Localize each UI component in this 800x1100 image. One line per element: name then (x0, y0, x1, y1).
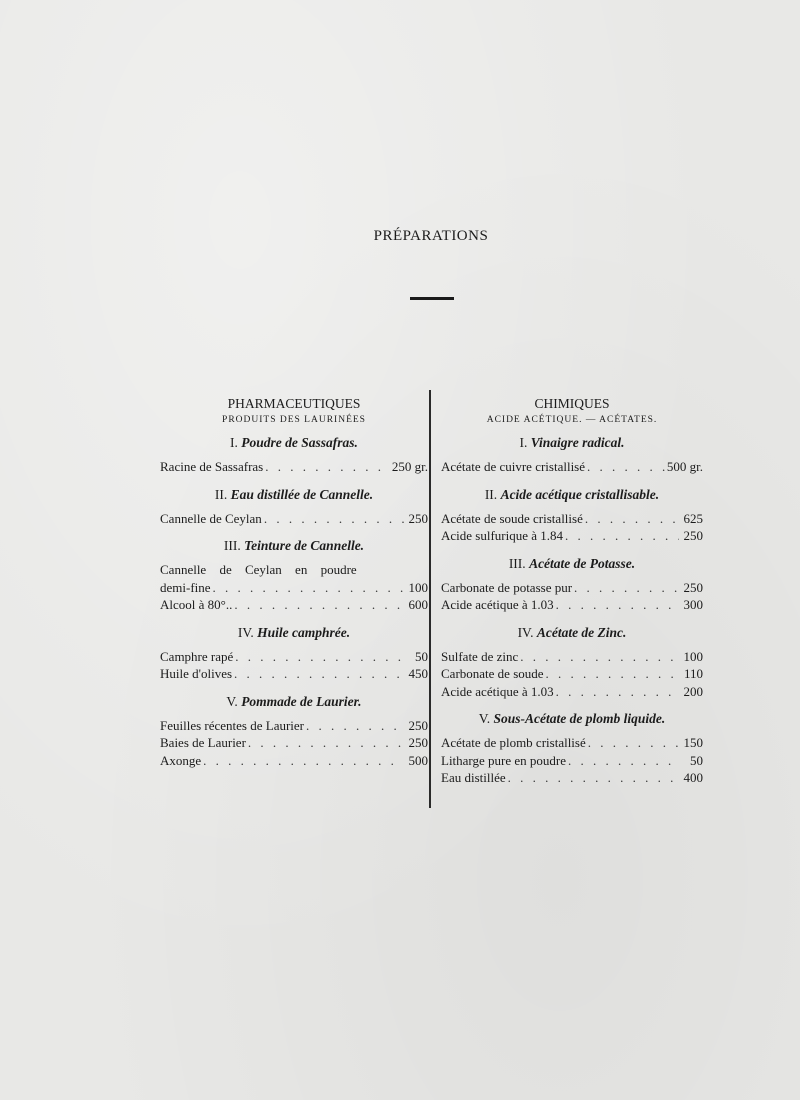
ingredient-quantity: 625 (683, 510, 703, 526)
dot-leader (568, 752, 679, 770)
recipe-list (160, 561, 428, 614)
column-pharmaceutiques (160, 396, 428, 780)
section-number: III. (223, 538, 241, 553)
section-number: IV. (237, 624, 254, 640)
ingredient-quantity: 450 (408, 666, 428, 681)
section-heading (160, 435, 428, 451)
section-number: III. (508, 555, 526, 571)
recipe-row (160, 665, 428, 683)
dot-leader (264, 510, 404, 528)
ingredient-label: Acide acétique à 1.03 (441, 683, 554, 699)
column-heading: PHARMACEUTIQUES (227, 396, 361, 411)
ingredient-quantity: 250 (683, 579, 703, 595)
dot-leader (556, 683, 679, 701)
ingredient-quantity: 400 (683, 770, 703, 785)
recipe-row (441, 752, 703, 770)
dot-leader (213, 579, 404, 597)
recipe-row (441, 648, 703, 666)
section-name: Huile camphrée. (257, 624, 351, 640)
ingredient-quantity: 600 (408, 597, 428, 612)
dot-leader (508, 769, 679, 787)
ingredient-quantity: 50 (690, 752, 703, 768)
title-rule (410, 297, 454, 300)
dot-leader (556, 596, 679, 614)
ingredient-quantity: 100 (683, 648, 703, 664)
recipe-row (160, 596, 428, 614)
ingredient-label: Cannelle de Ceylan (160, 510, 262, 526)
dot-leader (574, 579, 679, 597)
dot-leader (588, 734, 679, 752)
section-heading (441, 711, 703, 727)
section-name: Teinture de Cannelle. (244, 538, 365, 553)
recipe-row (441, 665, 703, 683)
ingredient-quantity: 200 (683, 683, 703, 699)
ingredient-label: Huile d'olives (160, 666, 233, 681)
section-name: Pommade de Laurier. (241, 693, 362, 709)
column-chimiques (441, 396, 703, 798)
dot-leader (587, 458, 665, 476)
section-heading (160, 487, 428, 503)
recipe-row (441, 579, 703, 597)
section-name: Vinaigre radical. (530, 435, 625, 450)
ingredient-label: Litharge pure en poudre (441, 752, 567, 768)
ingredient-quantity: 500 gr. (666, 459, 703, 474)
ingredient-quantity: 50 (415, 648, 428, 664)
recipe-row (160, 717, 428, 735)
ingredient-quantity: 250 (683, 528, 703, 543)
dot-leader (565, 527, 679, 545)
recipe-list (160, 648, 428, 683)
ingredient-label: Acétate de soude cristallisé (441, 510, 583, 526)
section-number: V. (226, 693, 238, 709)
section-number: V. (478, 711, 491, 726)
recipe-row (441, 527, 703, 545)
dot-leader (234, 596, 404, 614)
ingredient-quantity: 300 (683, 597, 703, 612)
section-name: Acétate de Zinc. (536, 624, 627, 640)
ingredient-quantity: 150 (683, 735, 703, 750)
section-number: II. (484, 486, 498, 502)
recipe-row (160, 458, 428, 476)
section-name: Eau distillée de Cannelle. (230, 486, 374, 502)
ingredient-label: Baies de Laurier (160, 735, 246, 750)
ingredient-label: Axonge (160, 752, 202, 768)
recipe-list (160, 458, 428, 476)
ingredient-label: Acide acétique à 1.03 (441, 597, 554, 612)
section-heading (441, 435, 703, 451)
recipe-row (441, 734, 703, 752)
dot-leader (265, 458, 390, 476)
recipe-list (441, 648, 703, 701)
recipe-row (160, 752, 428, 770)
recipe-row (441, 769, 703, 787)
column-heading: CHIMIQUES (534, 396, 610, 411)
section-heading (441, 556, 703, 572)
section-name: Acétate de Potasse. (529, 555, 636, 571)
section-heading (441, 487, 703, 503)
column-subheading: ACIDE ACÉTIQUE. — ACÉTATES. (486, 415, 658, 425)
dot-leader (234, 665, 404, 683)
section-number: IV. (517, 624, 534, 640)
ingredient-label: Sulfate de zinc (441, 648, 519, 664)
section-number: I. (519, 435, 528, 450)
recipe-list (441, 579, 703, 614)
ingredient-label: Eau distillée (441, 770, 506, 785)
section-heading (441, 625, 703, 641)
ingredient-label: Carbonate de soude (441, 666, 544, 681)
ingredient-label: Acétate de plomb cristallisé (441, 735, 586, 750)
recipe-list (441, 458, 703, 476)
ingredient-quantity: 250 (408, 735, 428, 750)
section-number: I. (230, 435, 238, 450)
dot-leader (546, 665, 679, 683)
recipe-row (441, 510, 703, 528)
ingredient-label-continuation: demi-fine (160, 579, 211, 595)
recipe-row (160, 510, 428, 528)
section-heading (160, 538, 428, 554)
column-divider (429, 390, 431, 808)
ingredient-label: Racine de Sassafras (160, 459, 264, 474)
column-subheading: PRODUITS DES LAURINÉES (222, 415, 366, 425)
recipe-row (441, 683, 703, 701)
dot-leader (248, 734, 404, 752)
recipe-row (441, 458, 703, 476)
ingredient-label: Acide sulfurique à 1.84 (441, 528, 564, 543)
ingredient-label-line: Cannelle de Ceylan en poudre (160, 562, 357, 577)
ingredient-quantity: 250 (408, 717, 428, 733)
ingredient-label: Carbonate de potasse pur (441, 579, 573, 595)
dot-leader (306, 717, 404, 735)
ingredient-quantity: 500 (408, 752, 428, 768)
dot-leader (203, 752, 404, 770)
dot-leader (585, 510, 679, 528)
recipe-row (160, 734, 428, 752)
recipe-row (441, 596, 703, 614)
section-number: II. (214, 486, 228, 502)
section-name: Poudre de Sassafras. (241, 435, 358, 450)
ingredient-quantity: 250 (408, 510, 428, 526)
recipe-row (160, 648, 428, 666)
recipe-list (160, 717, 428, 770)
page-title: PRÉPARATIONS (373, 228, 489, 244)
dot-leader (520, 648, 679, 666)
ingredient-quantity: 250 gr. (391, 459, 428, 474)
section-name: Acide acétique cristallisable. (500, 486, 660, 502)
dot-leader (235, 648, 404, 666)
section-heading (160, 694, 428, 710)
recipe-list (160, 510, 428, 528)
section-heading (160, 625, 428, 641)
ingredient-label: Alcool à 80°.. (160, 597, 233, 612)
ingredient-label: Acétate de cuivre cristallisé (441, 459, 586, 474)
ingredient-quantity: 110 (683, 666, 703, 681)
ingredient-quantity: 100 (408, 579, 428, 595)
ingredient-label: Camphre rapé (160, 648, 234, 664)
recipe-list (441, 510, 703, 545)
recipe-row (160, 579, 428, 597)
recipe-list (441, 734, 703, 787)
ingredient-label: Feuilles récentes de Laurier (160, 717, 305, 733)
section-name: Sous-Acétate de plomb liquide. (493, 711, 666, 726)
